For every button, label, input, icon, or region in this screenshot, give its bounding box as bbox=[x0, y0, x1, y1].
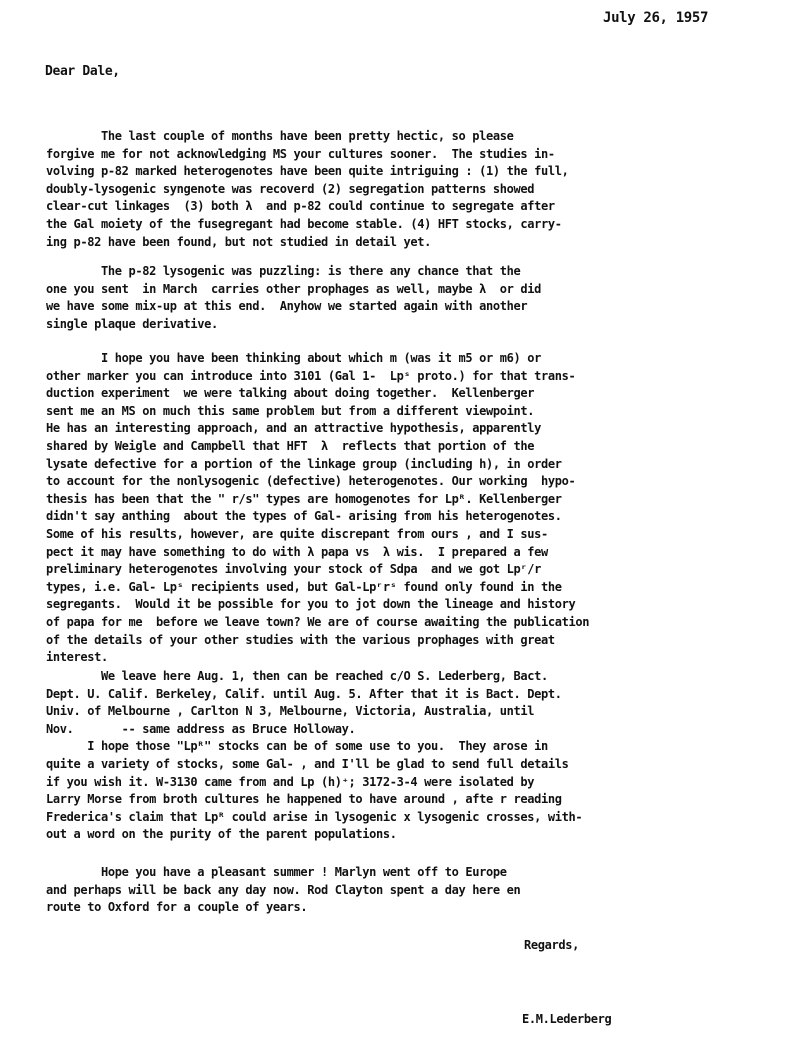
paragraph-line: Dept. U. Calif. Berkeley, Calif. until Aug. 5. After that it is Bact. Dept. bbox=[46, 686, 562, 701]
paragraph-line: interest. bbox=[46, 650, 108, 665]
paragraph-line: lysate defective for a portion of the linkage group (including h), in order bbox=[46, 456, 562, 471]
paragraph-line: thesis has been that the " r/s" types are homogenotes for Lpᴿ. Kellenberger bbox=[46, 491, 562, 506]
paragraph-2 bbox=[46, 263, 746, 333]
paragraph-line: types, i.e. Gal- Lpˢ recipients used, but Gal-Lpʳrˢ found only found in the bbox=[46, 579, 562, 594]
paragraph-line: The last couple of months have been pretty hectic, so please bbox=[46, 129, 514, 143]
paragraph-line: sent me an MS on much this same problem but from a different viewpoint. bbox=[46, 403, 535, 418]
paragraph-line: Some of his results, however, are quite discrepant from ours , and I sus- bbox=[46, 526, 548, 541]
paragraph-line: ing p-82 have been found, but not studied in detail yet. bbox=[46, 234, 431, 249]
paragraph-line: Larry Morse from broth cultures he happened to have around , afte r reading bbox=[46, 792, 562, 807]
paragraph-line: We leave here Aug. 1, then can be reached c/O S. Lederberg, Bact. bbox=[46, 669, 548, 683]
paragraph-line: segregants. Would it be possible for you to jot down the lineage and history bbox=[46, 597, 576, 612]
paragraph-line: one you sent in March carries other prophages as well, maybe λ or did bbox=[46, 281, 541, 296]
paragraph-line: quite a variety of stocks, some Gal- , and I'll be glad to send full details bbox=[46, 756, 569, 771]
paragraph-line: single plaque derivative. bbox=[46, 316, 218, 331]
paragraph-line: clear-cut linkages (3) both λ and p-82 could continue to segregate after bbox=[46, 199, 555, 214]
paragraph-line: Nov. -- same address as Bruce Holloway. bbox=[46, 721, 356, 736]
paragraph-line: duction experiment we were talking about doing together. Kellenberger bbox=[46, 386, 535, 401]
closing: Regards, bbox=[524, 938, 579, 952]
paragraph-line: Univ. of Melbourne , Carlton N 3, Melbourne, Victoria, Australia, until bbox=[46, 704, 535, 719]
paragraph-line: Frederica's claim that Lpᴿ could arise in lysogenic x lysogenic crosses, with- bbox=[46, 809, 583, 824]
paragraph-line: I hope those "Lpᴿ" stocks can be of some use to you. They arose in bbox=[46, 739, 548, 754]
paragraph-line: didn't say anthing about the types of Gal- arising from his heterogenotes. bbox=[46, 509, 562, 524]
paragraph-line: and perhaps will be back any day now. Rod Clayton spent a day here en bbox=[46, 882, 521, 897]
letter-date: July 26, 1957 bbox=[603, 10, 709, 26]
paragraph-line: if you wish it. W-3130 came from and Lp (h)⁺; 3172-3-4 were isolated by bbox=[46, 774, 535, 789]
paragraph-line: Hope you have a pleasant summer ! Marlyn went off to Europe bbox=[46, 865, 507, 879]
paragraph-line: I hope you have been thinking about which m (was it m5 or m6) or bbox=[46, 351, 541, 365]
paragraph-1 bbox=[46, 128, 746, 251]
paragraph-line: other marker you can introduce into 3101 (Gal 1- Lpˢ proto.) for that trans- bbox=[46, 368, 576, 383]
paragraph-line: to account for the nonlysogenic (defective) heterogenotes. Our working hypo- bbox=[46, 474, 576, 489]
paragraph-5 bbox=[46, 864, 746, 917]
signature: E.M.Lederberg bbox=[522, 1012, 612, 1026]
paragraph-line: route to Oxford for a couple of years. bbox=[46, 900, 308, 915]
paragraph-line: doubly-lysogenic syngenote was recoverd (2) segregation patterns showed bbox=[46, 181, 535, 196]
paragraph-3 bbox=[46, 350, 746, 667]
paragraph-line: volving p-82 marked heterogenotes have been quite intriguing : (1) the full, bbox=[46, 164, 569, 179]
paragraph-line: we have some mix-up at this end. Anyhow we started again with another bbox=[46, 299, 528, 314]
paragraph-line: the Gal moiety of the fusegregant had become stable. (4) HFT stocks, carry- bbox=[46, 216, 562, 231]
paragraph-line: forgive me for not acknowledging MS your cultures sooner. The studies in- bbox=[46, 146, 555, 161]
paragraph-line: out a word on the purity of the parent populations. bbox=[46, 827, 397, 842]
paragraph-line: preliminary heterogenotes involving your stock of Sdpa and we got Lpʳ/r bbox=[46, 562, 541, 577]
paragraph-line: The p-82 lysogenic was puzzling: is there any chance that the bbox=[46, 264, 521, 278]
paragraph-line: of papa for me before we leave town? We are of course awaiting the publication bbox=[46, 614, 590, 629]
paragraph-line: shared by Weigle and Campbell that HFT λ reflects that portion of the bbox=[46, 438, 535, 453]
salutation: Dear Dale, bbox=[45, 64, 120, 79]
paragraph-line: pect it may have something to do with λ papa vs λ wis. I prepared a few bbox=[46, 544, 548, 559]
paragraph-line: of the details of your other studies with the various prophages with great bbox=[46, 632, 555, 647]
paragraph-line: He has an interesting approach, and an attractive hypothesis, apparently bbox=[46, 421, 541, 436]
paragraph-4 bbox=[46, 668, 746, 844]
